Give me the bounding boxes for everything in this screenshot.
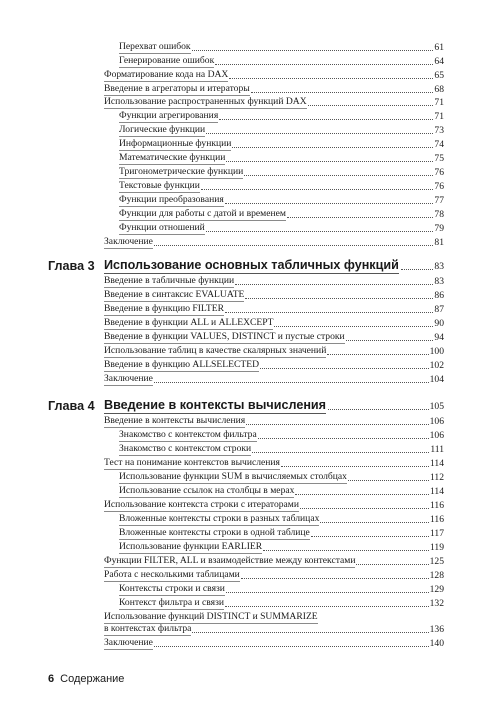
chapter-label: Глава 4: [48, 399, 95, 413]
chapter-page: 105: [429, 401, 444, 412]
toc-entry: Тригонометрические функции 76: [119, 166, 444, 178]
toc-entry: Форматирование кода на DAX 65: [104, 69, 444, 81]
toc-entry: Введение в синтаксис EVALUATE 86: [104, 289, 444, 301]
toc-entry: Использование функции EARLIER 119: [119, 541, 444, 553]
toc-entry: Контекст фильтра и связи 132: [119, 597, 444, 609]
toc-entry: Знакомство с контекстом строки 111: [119, 443, 444, 455]
toc-entry: Функции отношений 79: [119, 222, 444, 234]
toc-entry: Генерирование ошибок 64: [119, 55, 444, 67]
toc-entry: Заключение 81: [104, 236, 444, 248]
toc-entry: Перехват ошибок 61: [119, 41, 444, 53]
toc-entry: Функции для работы с датой и временем 78: [119, 208, 444, 220]
toc-entry: Знакомство с контекстом фильтра 106: [119, 429, 444, 441]
chapter-heading: [48, 258, 444, 274]
toc-entry: Информационные функции 74: [119, 138, 444, 150]
toc-entry: Использование функции SUM в вычисляемых столбцах 112: [119, 471, 444, 483]
toc-entry: Введение в функцию ALLSELECTED 102: [104, 359, 444, 371]
toc-entry: Работа с несколькими таблицами 128: [104, 569, 444, 581]
toc-entry: Вложенные контексты строки в разных таблицах 116: [119, 513, 444, 525]
toc-entry: Логические функции 73: [119, 124, 444, 136]
toc-entry: Использование функций DISTINCT и SUMMARIZE: [104, 611, 318, 622]
toc-entry: Заключение 104: [104, 373, 444, 385]
toc-entry: Использование таблиц в качестве скалярных значений 100: [104, 345, 444, 357]
toc-entry: Текстовые функции 76: [119, 180, 444, 192]
toc-entry: Введение в табличные функции 83: [104, 275, 444, 287]
section-name: Содержание: [60, 673, 125, 685]
toc-entry: Использование контекста строки с итераторами 116: [104, 499, 444, 511]
toc-entry: Тест на понимание контекстов вычисления 114: [104, 457, 444, 469]
toc-entry: Введение в функции VALUES, DISTINCT и пустые строки 94: [104, 331, 444, 343]
chapter-label: Глава 3: [48, 259, 95, 273]
chapter-title: Использование основных табличных функций: [104, 258, 399, 272]
page-footer: [48, 672, 124, 686]
toc-entry: Введение в контексты вычисления 106: [104, 415, 444, 427]
toc-entry: Введение в функции ALL и ALLEXCEPT 90: [104, 317, 444, 329]
toc-entry: Введение в функцию FILTER 87: [104, 303, 444, 315]
toc-entry: Использование ссылок на столбцы в мерах 114: [119, 485, 444, 497]
toc-entry: Функции агрегирования 71: [119, 110, 444, 122]
toc-entry: Введение в агрегаторы и итераторы 68: [104, 83, 444, 95]
toc-entry: Функции FILTER, ALL и взаимодействие между контекстами 125: [104, 555, 444, 567]
toc-entry: Вложенные контексты строки в одной таблице 117: [119, 527, 444, 539]
toc-entry: Математические функции 75: [119, 152, 444, 164]
toc-entry: Заключение 140: [104, 637, 444, 649]
toc-entry: в контекстах фильтра 136: [104, 623, 444, 635]
toc-entry: Функции преобразования 77: [119, 194, 444, 206]
toc-entry: Контексты строки и связи 129: [119, 583, 444, 595]
page-number: 6: [48, 673, 55, 685]
chapter-title: Введение в контексты вычисления: [104, 398, 327, 412]
toc-entry: Использование распространенных функций DAX 71: [104, 96, 444, 108]
chapter-heading: [48, 398, 444, 414]
chapter-page: 83: [434, 261, 444, 272]
